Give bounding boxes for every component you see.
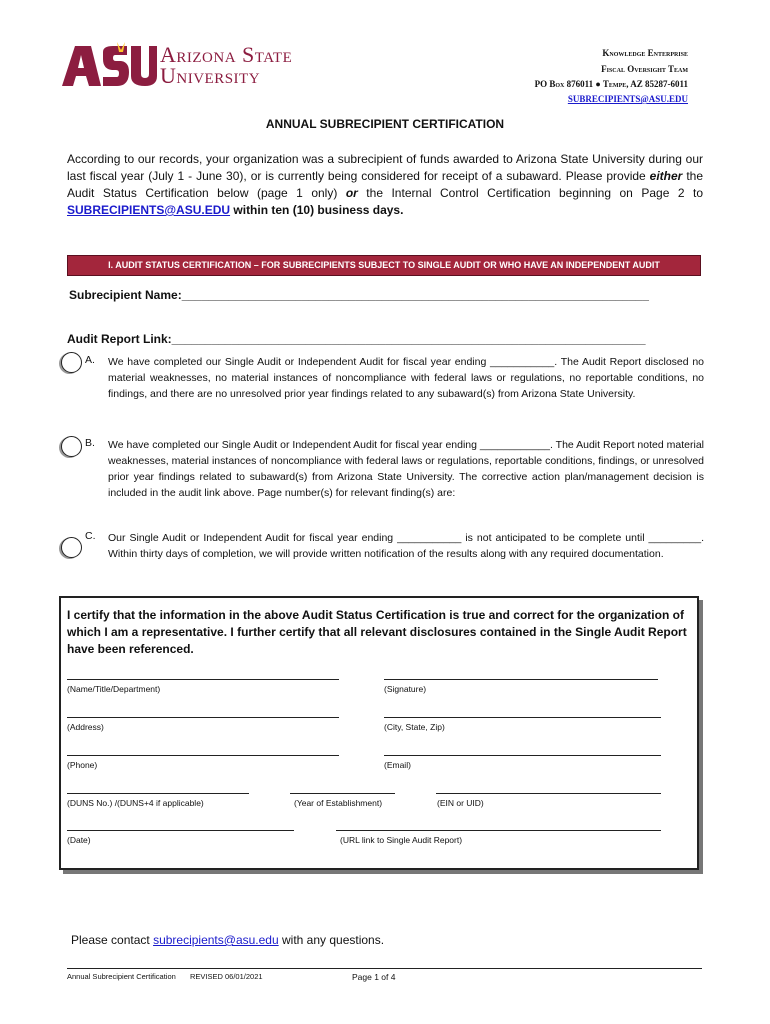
ein-uid-line[interactable] [436,793,661,794]
intro-paragraph [67,151,703,219]
phone-line[interactable] [67,755,339,756]
department-name: Knowledge Enterprise [602,48,688,58]
ein-uid-label: (EIN or UID) [437,798,484,808]
date-line[interactable] [67,830,294,831]
name-title-dept-label: (Name/Title/Department) [67,684,161,694]
footer-doc-name: Annual Subrecipient Certification [67,972,176,981]
header-email-link[interactable]: SUBRECIPIENTS@ASU.EDU [567,94,688,104]
address-label: (Address) [67,722,104,732]
footer-page-number: Page 1 of 4 [352,972,396,982]
url-link-label: (URL link to Single Audit Report) [340,835,463,845]
date-label: (Date) [67,835,91,845]
mailing-address: PO Box 876011 ● Tempe, AZ 85287-6011 [534,79,688,89]
city-state-zip-line[interactable] [384,717,661,718]
option-c-text: Our Single Audit or Independent Audit for fiscal year ending ___________ is not anticipated to be complete until _________. Within thirty days of completion, we will provide written notification of the results along with any required documentation. [108,532,704,560]
option-c-radio[interactable] [61,537,82,558]
option-b-letter: B. [85,437,95,449]
address-line[interactable] [67,717,339,718]
page-title: ANNUAL SUBRECIPIENT CERTIFICATION [265,117,505,131]
email-label: (Email) [384,760,411,770]
intro-email-link[interactable]: SUBRECIPIENTS@ASU.EDU [67,203,231,217]
city-state-zip-label: (City, State, Zip) [384,722,445,732]
section-banner: I. AUDIT STATUS CERTIFICATION – FOR SUBRECIPIENTS SUBJECT TO SINGLE AUDIT OR WHO HAVE AN INDEPENDENT AUDIT [67,255,701,276]
intro-or: or [345,186,358,200]
option-a-radio[interactable] [61,352,82,373]
intro-text-3: the Internal Control Certification beginning on Page 2 to [357,186,704,200]
intro-either: either [649,169,683,183]
intro-text-1: According to our records, your organization was a subrecipient of funds awarded to Arizona State University during our last fiscal year (July 1 - June 30), or is currently being considered for receipt of a subaward. Please provide [67,152,703,183]
option-c-letter: C. [85,530,96,542]
option-a-letter: A. [85,354,95,366]
asu-logo [57,42,157,86]
signature-line[interactable] [384,679,658,680]
university-name-line2: University [160,63,261,88]
phone-label: (Phone) [67,760,98,770]
university-name-line1: Arizona State [160,42,293,67]
duns-line[interactable] [67,793,249,794]
option-a-text: We have completed our Single Audit or Independent Audit for fiscal year ending ___________. The Audit Report disclosed no material weaknesses, no material instances of noncompliance with federal laws or regulations, no reportable conditions, no findings, and there are no unresolved prior year findings related to any subaward(s) from Arizona State University. [108,356,704,400]
contact-email-link[interactable]: subrecipients@asu.edu [153,933,279,947]
subrecipient-name-field[interactable]: Subrecipient Name:______________________________________________________________________ [69,288,649,302]
audit-report-link-field[interactable]: Audit Report Link:_______________________________________________________________________ [67,332,646,346]
signature-label: (Signature) [384,684,427,694]
footer-rule [67,968,702,969]
team-name: Fiscal Oversight Team [601,64,688,74]
url-link-line[interactable] [336,830,661,831]
contact-line [71,933,384,947]
year-established-label: (Year of Establishment) [294,798,383,808]
contact-suffix: with any questions. [278,933,385,947]
footer-revised: REVISED 06/01/2021 [190,972,263,981]
duns-label: (DUNS No.) /(DUNS+4 if applicable) [67,798,204,808]
contact-prefix: Please contact [71,933,154,947]
option-b-text: We have completed our Single Audit or Independent Audit for fiscal year ending ____________. The Audit Report noted material weaknesses, material instances of noncompliance with federal laws or regulations, reportable conditions, findings, or unresolved prior year findings related to subaward(s) from Arizona State University. The corrective action plan/management decision is included in the audit link above. Page number(s) for relevant finding(s) are: [108,439,704,499]
intro-text-4: within ten (10) business days. [230,203,404,217]
year-established-line[interactable] [290,793,395,794]
name-title-dept-line[interactable] [67,679,339,680]
email-line[interactable] [384,755,661,756]
intro-text-2: the Audit Status Certification below (page 1 only) [67,169,703,200]
option-b-radio[interactable] [61,436,82,457]
certification-statement: I certify that the information in the above Audit Status Certification is true and correct for the organization of which I am a representative. I further certify that all relevant disclosures contained in the Single Audit Report have been referenced. [67,608,687,656]
